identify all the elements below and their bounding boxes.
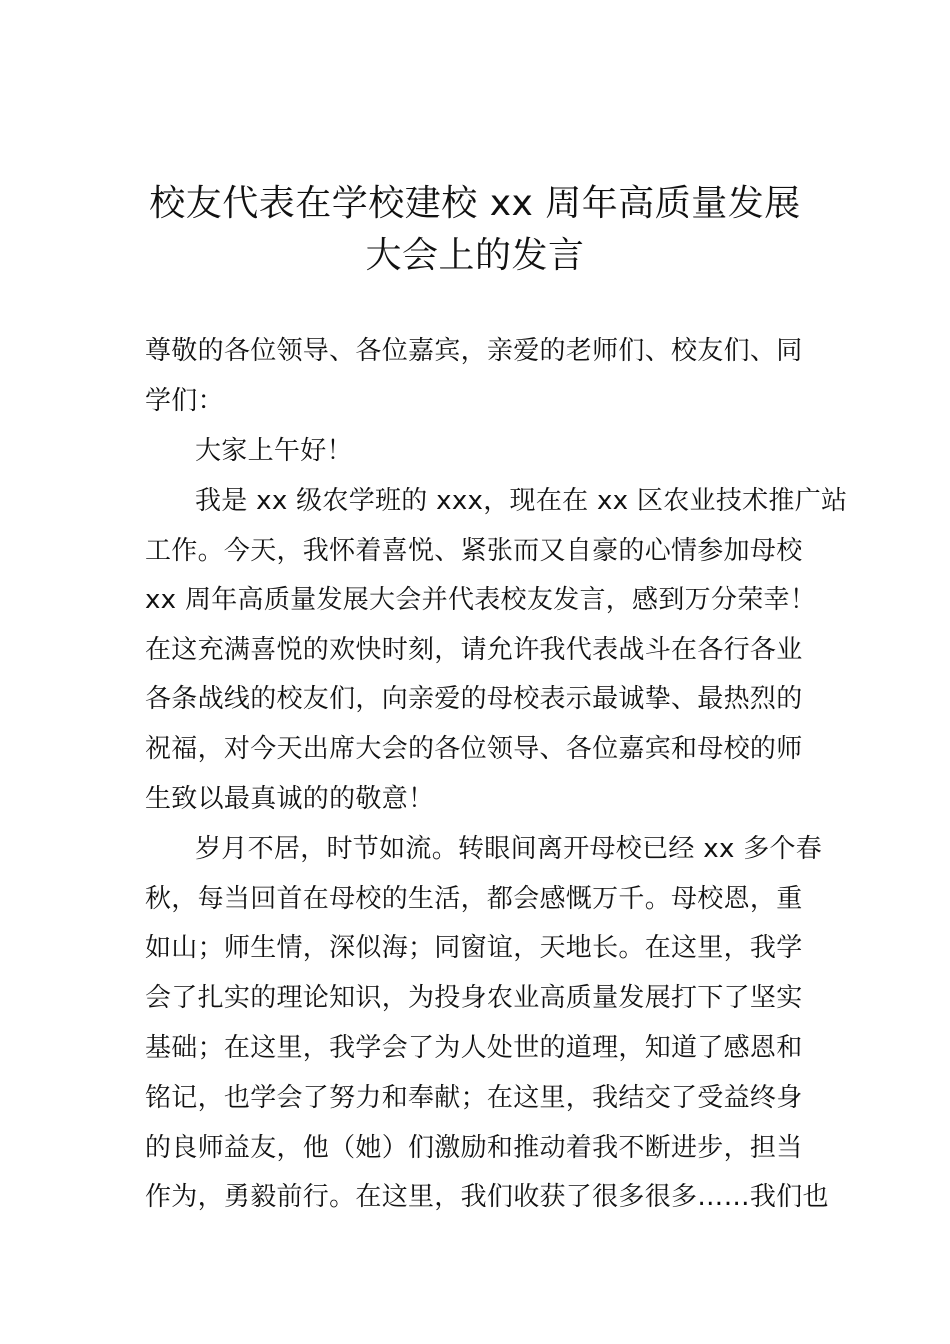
body-line: 各条战线的校友们，向亲爱的母校表示最诚挚、最热烈的: [145, 684, 803, 714]
body-line: 基础；在这里，我学会了为人处世的道理，知道了感恩和: [145, 1033, 803, 1063]
body-line: 秋，每当回首在母校的生活，都会感慨万千。母校恩，重: [145, 884, 803, 914]
body-line: xx 周年高质量发展大会并代表校友发言，感到万分荣幸！: [145, 585, 817, 615]
body-line: 尊敬的各位领导、各位嘉宾，亲爱的老师们、校友们、同: [145, 336, 803, 366]
body-line: 学们：: [145, 386, 224, 416]
body-line: 如山；师生情，深似海；同窗谊，天地长。在这里，我学: [145, 933, 803, 963]
body-line: 铭记，也学会了努力和奉献；在这里，我结交了受益终身: [145, 1083, 803, 1113]
body-line: 工作。今天，我怀着喜悦、紧张而又自豪的心情参加母校: [145, 536, 803, 566]
body-line: 在这充满喜悦的欢快时刻，请允许我代表战斗在各行各业: [145, 635, 803, 665]
body-line: 大家上午好！: [195, 436, 353, 466]
body-line: 生致以最真诚的的敬意！: [145, 784, 435, 814]
body-line: 我是 xx 级农学班的 xxx，现在在 xx 区农业技术推广站: [195, 486, 848, 516]
document-title: 校友代表在学校建校 xx 周年高质量发展大会上的发言: [149, 183, 801, 276]
body-line: 的良师益友，他（她）们激励和推动着我不断进步，担当: [145, 1133, 803, 1163]
body-line: 祝福，对今天出席大会的各位领导、各位嘉宾和母校的师: [145, 734, 803, 764]
body-line: 会了扎实的理论知识，为投身农业高质量发展打下了坚实: [145, 983, 803, 1013]
body-line: 岁月不居，时节如流。转眼间离开母校已经 xx 多个春: [195, 834, 823, 864]
body-line: 作为，勇毅前行。在这里，我们收获了很多很多……我们也: [145, 1182, 829, 1212]
